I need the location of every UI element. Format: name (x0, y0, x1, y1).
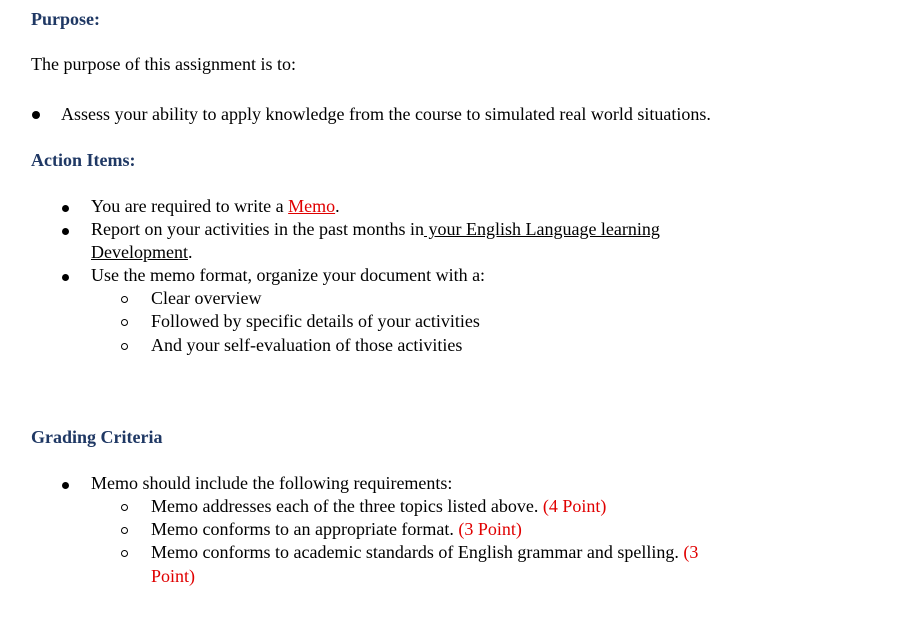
bullet-circle-icon (121, 504, 128, 511)
purpose-heading: Purpose: (31, 9, 100, 29)
action-items-heading: Action Items: (31, 150, 136, 170)
criterion-1-text: Memo addresses each of the three topics listed above. (151, 496, 543, 516)
action-item-2-underlined-1: your English Language learning (423, 219, 660, 239)
criterion-2-points: (3 Point) (458, 519, 522, 539)
action-item-1-prefix: You are required to write a (91, 196, 289, 216)
action-item-2-line2 (91, 241, 192, 264)
purpose-intro: The purpose of this assignment is to: (31, 54, 296, 74)
criterion-2 (151, 518, 522, 541)
grading-heading: Grading Criteria (31, 427, 163, 447)
action-subitem-2: Followed by specific details of your activities (151, 311, 480, 331)
grading-item: Memo should include the following requirements: (91, 473, 453, 493)
action-subitem-1: Clear overview (151, 288, 262, 308)
bullet-dot-icon (62, 482, 69, 489)
memo-link[interactable]: Memo (288, 196, 336, 216)
criterion-1-points: (4 Point) (542, 496, 607, 516)
criterion-3-text: Memo conforms to academic standards of English grammar and spelling. (151, 542, 684, 562)
criterion-1 (151, 495, 606, 518)
criterion-3-points-2: Point) (151, 566, 196, 586)
action-item-2-suffix: . (187, 242, 193, 262)
action-item-2-underlined-2: Development (91, 242, 188, 262)
action-item-2-line1 (91, 218, 660, 241)
bullet-circle-icon (121, 550, 128, 557)
criterion-3-points-1: (3 (683, 542, 699, 562)
purpose-bullet-text: Assess your ability to apply knowledge from the course to simulated real world situations. (61, 104, 711, 124)
action-subitem-3: And your self-evaluation of those activities (151, 335, 463, 355)
bullet-dot-icon (62, 228, 69, 235)
bullet-circle-icon (121, 527, 128, 534)
bullet-dot-icon (32, 111, 40, 119)
bullet-circle-icon (121, 296, 128, 303)
action-item-1-suffix: . (335, 196, 340, 216)
bullet-circle-icon (121, 343, 128, 350)
bullet-dot-icon (62, 274, 69, 281)
criterion-3-line1 (151, 541, 698, 564)
action-item-1 (91, 195, 340, 218)
action-item-2-prefix: Report on your activities in the past months in (91, 219, 424, 239)
bullet-dot-icon (62, 205, 69, 212)
action-item-3: Use the memo format, organize your document with a: (91, 265, 486, 285)
bullet-circle-icon (121, 319, 128, 326)
criterion-2-text: Memo conforms to an appropriate format. (151, 519, 459, 539)
